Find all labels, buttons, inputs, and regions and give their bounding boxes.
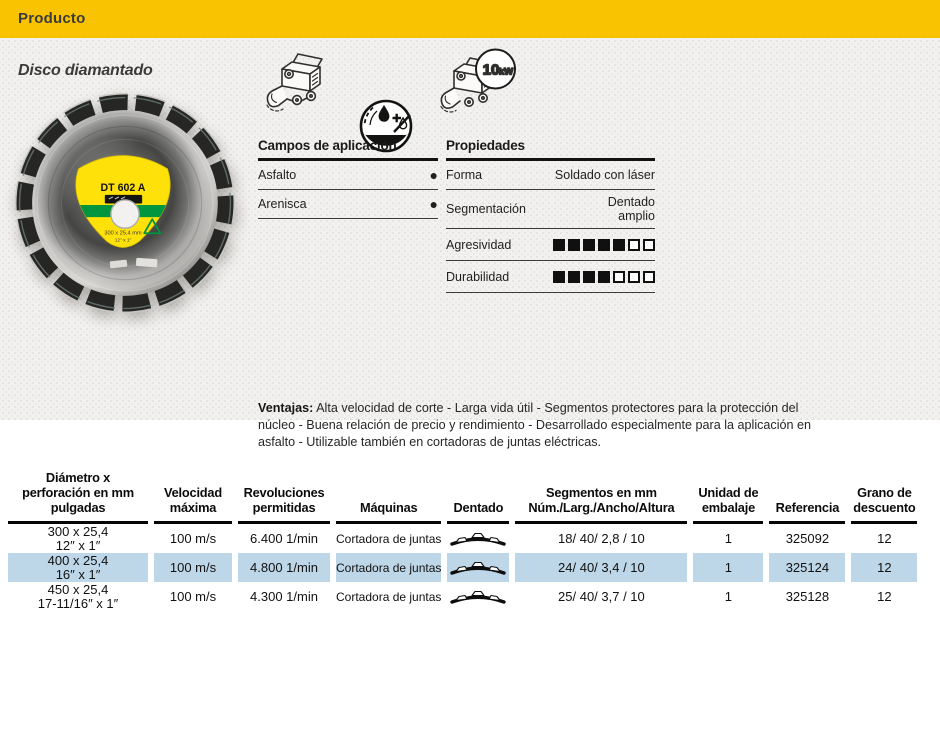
property-value: Dentado amplio <box>607 195 655 223</box>
cell-discount-grain: 12 <box>877 530 892 546</box>
property-row-forma <box>446 161 655 190</box>
specification-table <box>2 470 923 611</box>
properties-title: Propiedades <box>446 138 655 161</box>
advantages-text: Alta velocidad de corte - Larga vida útil - Segmentos protectores para la protección del núcleo - Buena relación de precio y rendimiento - Desarrollado especialmente para la aplicación en asfalto - Utilizable también en cortadoras de juntas eléctricas. <box>258 400 812 449</box>
cell-machine: Cortadora de juntas <box>336 553 441 582</box>
application-fields-title: Campos de aplicación <box>258 138 438 161</box>
properties-table <box>446 138 655 293</box>
product-panel <box>0 38 940 449</box>
application-label: Asfalto <box>258 168 297 182</box>
cell-packaging-unit: 1 <box>724 530 733 546</box>
cell-dentado <box>447 582 509 611</box>
property-row-segmentacion <box>446 190 655 229</box>
col-segments: Segmentos en mm Núm./Larg./Ancho/Altura <box>515 470 687 524</box>
title-bar <box>0 0 940 38</box>
disc-size-text: 300 x 25,4 mm <box>104 230 142 237</box>
cell-dentado <box>447 553 509 582</box>
dentado-segment-icon <box>450 560 506 576</box>
cell-machine: Cortadora de juntas <box>336 589 442 604</box>
table-row <box>8 553 917 582</box>
power-unit: kW <box>498 66 514 78</box>
cell-discount-grain: 12 <box>851 553 917 582</box>
cell-diameter: 300 x 25,4 12″ x 1″ <box>47 523 109 553</box>
cell-max-speed: 100 m/s <box>169 588 217 604</box>
page-title: Producto <box>18 10 86 27</box>
application-fields-table <box>258 138 438 219</box>
disc-model-text: DT 602 A <box>100 181 146 194</box>
filled-dot-icon: ● <box>429 196 438 212</box>
rating-label: Durabilidad <box>446 269 510 284</box>
application-row-asfalto <box>258 161 438 190</box>
cell-packaging-unit: 1 <box>724 588 733 604</box>
dentado-segment-icon <box>450 531 506 547</box>
cell-machine: Cortadora de juntas <box>336 531 442 546</box>
cell-reference: 325092 <box>785 530 830 546</box>
property-label: Segmentación <box>446 202 526 216</box>
rating-row-agresividad <box>446 229 655 261</box>
cell-rpm: 4.300 1/min <box>250 588 318 604</box>
rating-squares <box>553 271 655 283</box>
cell-segments: 18/ 40/ 2,8 / 10 <box>558 530 645 546</box>
cell-segments: 25/ 40/ 3,7 / 10 <box>558 588 645 604</box>
cell-rpm: 4.800 1/min <box>238 553 330 582</box>
disc-size-inches-text: 12″ x 1″ <box>114 238 132 244</box>
cell-dentado <box>447 524 509 553</box>
property-value: Soldado con láser <box>554 168 655 182</box>
diamond-disc-svg <box>14 92 236 314</box>
diamond-disc-image <box>14 92 236 319</box>
rating-row-durabilidad <box>446 261 655 293</box>
cell-reference: 325128 <box>785 588 830 604</box>
advantages-label: Ventajas: <box>258 400 314 415</box>
col-discount-grain: Grano de descuento <box>851 470 917 524</box>
col-max-speed: Velocidad máxima <box>154 470 232 524</box>
power-badge <box>476 50 515 89</box>
application-label: Arenisca <box>258 197 307 211</box>
cell-segments: 24/ 40/ 3,4 / 10 <box>515 553 687 582</box>
col-packaging-unit: Unidad de embalaje <box>693 470 763 524</box>
col-rpm: Revoluciones permitidas <box>238 470 330 524</box>
cell-max-speed: 100 m/s <box>169 530 217 546</box>
filled-dot-icon: ● <box>429 167 438 183</box>
cell-rpm: 6.400 1/min <box>250 530 318 546</box>
table-header-row <box>8 470 917 524</box>
col-reference: Referencia <box>769 470 845 524</box>
floor-saw-10kw-icon <box>438 48 518 118</box>
product-name: Disco diamantado <box>18 62 153 79</box>
application-row-arenisca <box>258 190 438 219</box>
table-row <box>8 582 917 611</box>
cell-packaging-unit: 1 <box>693 553 763 582</box>
col-dentado: Dentado <box>447 470 509 524</box>
bore-hole <box>111 200 139 228</box>
col-machines: Máquinas <box>336 470 441 524</box>
cell-diameter: 450 x 25,4 17-11/16″ x 1″ <box>37 581 119 611</box>
rating-squares <box>553 239 655 251</box>
cell-diameter: 400 x 25,4 16″ x 1″ <box>8 553 148 582</box>
power-value: 10 <box>482 61 500 79</box>
advantages-paragraph <box>258 400 826 451</box>
table-row <box>8 524 917 553</box>
dentado-segment-icon <box>450 589 506 605</box>
cell-discount-grain: 12 <box>877 588 892 604</box>
cell-max-speed: 100 m/s <box>154 553 232 582</box>
property-label: Forma <box>446 168 483 182</box>
col-diameter: Diámetro x perforación en mm pulgadas <box>8 470 148 524</box>
rating-label: Agresividad <box>446 237 512 252</box>
cell-reference: 325124 <box>769 553 845 582</box>
floor-saw-icon <box>262 50 336 118</box>
